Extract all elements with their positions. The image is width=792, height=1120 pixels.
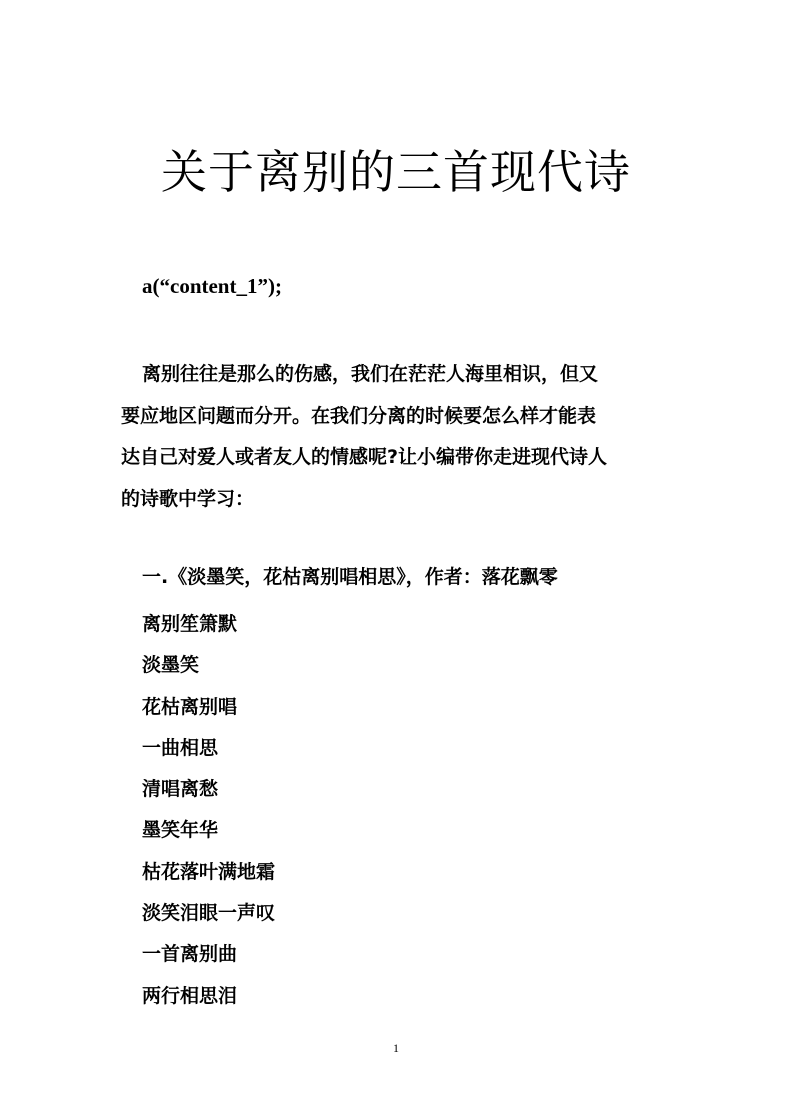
poem-lines [142,604,275,1017]
poem-heading: 一.《淡墨笑，花枯离别唱相思》，作者：落花飘零 [142,566,558,588]
poem-line: 墨笑年华 [142,819,219,842]
code-line: a(“content_1”); [142,274,282,298]
poem-line: 枯花落叶满地霜 [142,860,276,883]
intro-line: 离别往往是那么的伤感，我们在茫茫人海里相识，但又 [142,363,599,385]
intro-line: 要应地区问题而分开。在我们分离的时候要怎么样才能表 [121,404,597,427]
poem-line: 淡墨笑 [142,654,200,677]
poem-line: 清唱离愁 [142,778,219,801]
intro-line: 的诗歌中学习： [121,487,255,510]
poem-line: 花枯离别唱 [142,695,238,718]
poem-line: 一曲相思 [142,736,219,759]
poem-line: 一首离别曲 [142,943,238,966]
poem-line: 离别笙箫默 [142,613,238,635]
intro-line: 达自己对爱人或者友人的情感呢?让小编带你走进现代诗人 [121,446,608,468]
intro-paragraph [121,354,681,520]
poem-line: 淡笑泪眼一声叹 [142,902,276,925]
document-title: 关于离别的三首现代诗 [161,145,631,199]
poem-line: 两行相思泪 [142,984,238,1007]
page-number: 1 [393,1041,399,1055]
